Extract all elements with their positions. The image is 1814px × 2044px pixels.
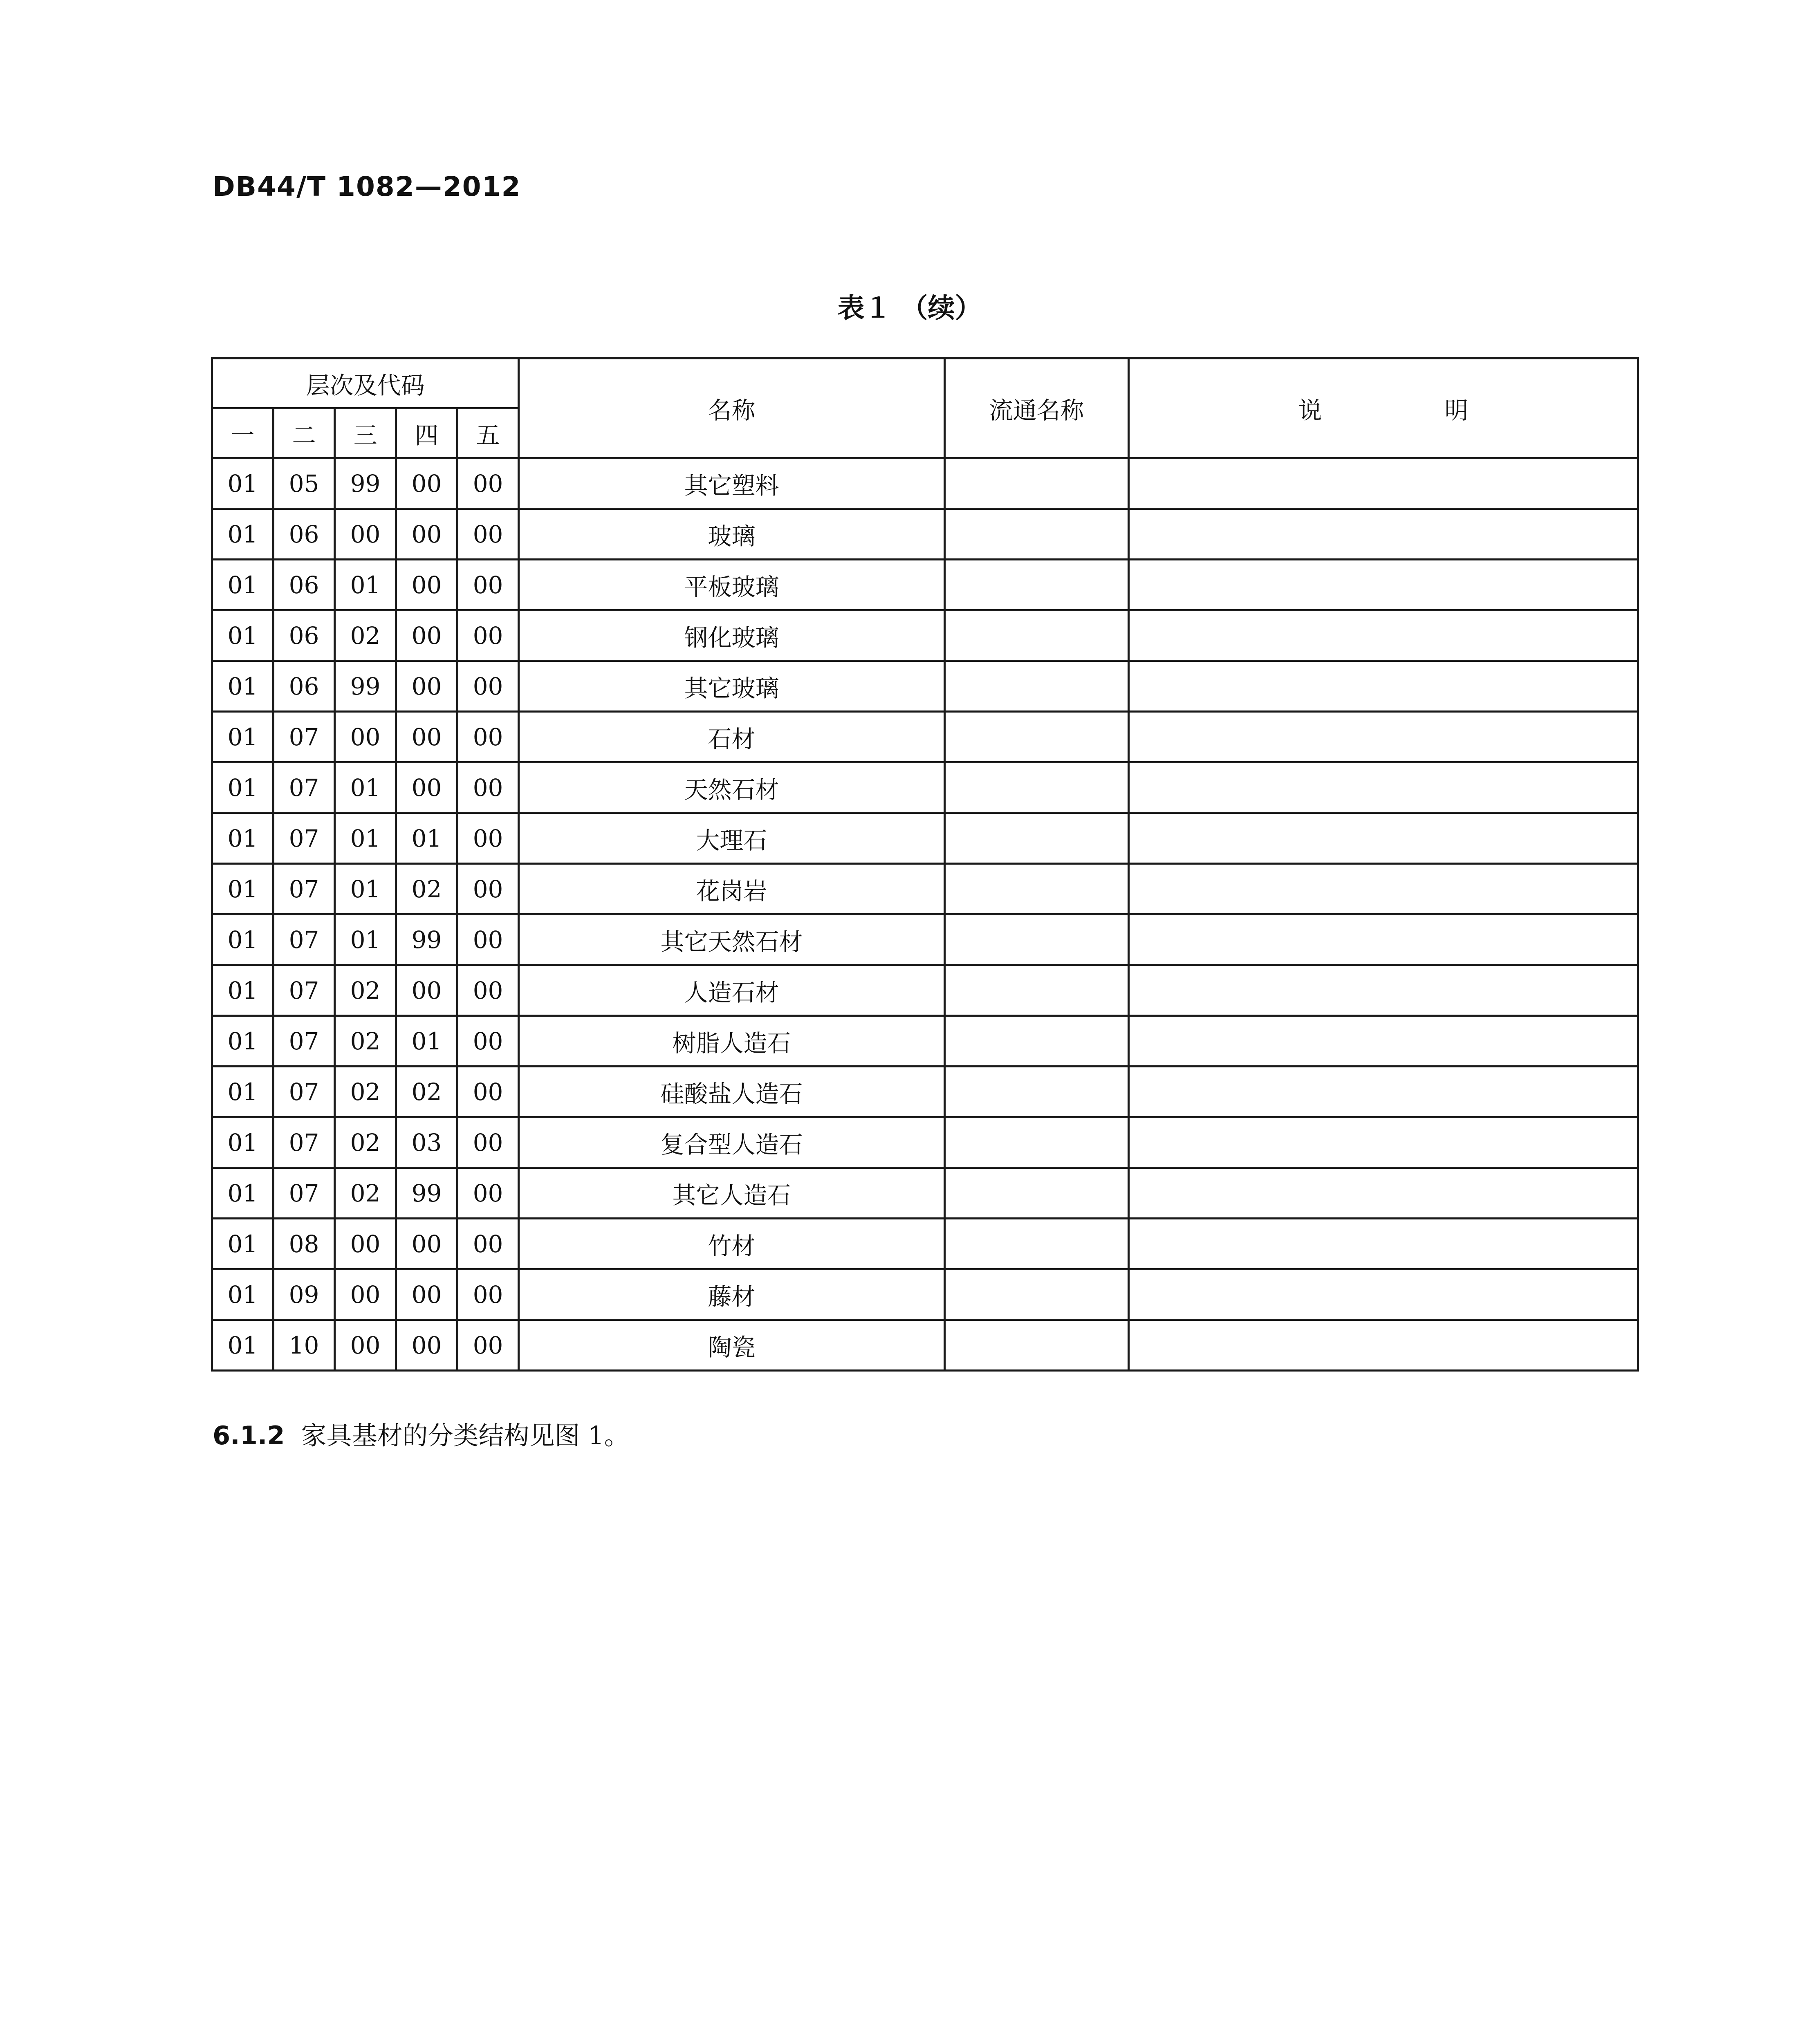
level-code-cell: 00: [457, 509, 519, 560]
level-code-cell: 06: [274, 560, 335, 610]
note-header-right: 明: [1444, 396, 1469, 424]
note-cell: [1129, 1168, 1638, 1219]
level-code-cell: 00: [396, 1219, 457, 1269]
level-code-cell: 01: [212, 762, 274, 813]
table-row: [212, 813, 1638, 864]
level-label: 三: [335, 408, 396, 458]
level-code-cell: 01: [212, 1067, 274, 1117]
level-code-cell: 01: [335, 762, 396, 813]
name-cell: 其它人造石: [519, 1168, 945, 1219]
level-code-cell: 01: [212, 813, 274, 864]
name-cell: 大理石: [519, 813, 945, 864]
note-cell: [1129, 1269, 1638, 1320]
name-cell: 玻璃: [519, 509, 945, 560]
note-cell: [1129, 914, 1638, 965]
table-row: [212, 965, 1638, 1016]
trade-name-cell: [945, 712, 1129, 762]
trade-name-cell: [945, 813, 1129, 864]
level-code-cell: 00: [457, 1219, 519, 1269]
level-code-cell: 00: [396, 965, 457, 1016]
level-code-cell: 07: [274, 762, 335, 813]
name-cell: 竹材: [519, 1219, 945, 1269]
level-code-cell: 00: [335, 509, 396, 560]
note-cell: [1129, 864, 1638, 914]
level-code-cell: 00: [457, 458, 519, 509]
trade-name-cell: [945, 458, 1129, 509]
table-row: [212, 560, 1638, 610]
trade-name-cell: [945, 1016, 1129, 1067]
level-code-cell: 01: [212, 1320, 274, 1371]
level-code-cell: 00: [457, 712, 519, 762]
level-label: 四: [396, 408, 457, 458]
level-code-cell: 00: [457, 1320, 519, 1371]
level-code-cell: 07: [274, 914, 335, 965]
level-code-cell: 00: [396, 509, 457, 560]
table-row: [212, 864, 1638, 914]
level-code-cell: 01: [335, 914, 396, 965]
note-cell: [1129, 965, 1638, 1016]
level-code-cell: 00: [457, 1269, 519, 1320]
name-cell: 天然石材: [519, 762, 945, 813]
trade-name-cell: [945, 864, 1129, 914]
level-code-cell: 02: [335, 1117, 396, 1168]
level-code-cell: 99: [335, 661, 396, 712]
clause-text: 家具基材的分类结构见图 1。: [301, 1421, 630, 1450]
name-cell: 钢化玻璃: [519, 610, 945, 661]
level-code-cell: 01: [212, 712, 274, 762]
level-code-cell: 01: [396, 813, 457, 864]
level-code-cell: 01: [335, 864, 396, 914]
table-title: 表１ （续）: [837, 292, 982, 324]
note-cell: [1129, 509, 1638, 560]
level-code-cell: 10: [274, 1320, 335, 1371]
level-code-cell: 02: [335, 1016, 396, 1067]
table-row: [212, 762, 1638, 813]
trade-name-cell: [945, 560, 1129, 610]
trade-name-cell: [945, 1320, 1129, 1371]
level-code-cell: 01: [396, 1016, 457, 1067]
level-code-cell: 00: [396, 560, 457, 610]
table-row: [212, 661, 1638, 712]
trade-name-cell: [945, 914, 1129, 965]
note-cell: [1129, 712, 1638, 762]
level-code-cell: 01: [212, 560, 274, 610]
level-code-cell: 03: [396, 1117, 457, 1168]
name-cell: 藤材: [519, 1269, 945, 1320]
level-code-cell: 01: [212, 965, 274, 1016]
name-cell: 树脂人造石: [519, 1016, 945, 1067]
level-code-cell: 08: [274, 1219, 335, 1269]
note-cell: [1129, 610, 1638, 661]
trade-name-cell: [945, 1168, 1129, 1219]
note-cell: [1129, 1067, 1638, 1117]
level-code-cell: 02: [396, 864, 457, 914]
classification-table: [211, 357, 1639, 1372]
note-header: [1129, 359, 1638, 458]
level-label: 二: [274, 408, 335, 458]
table-row: [212, 610, 1638, 661]
level-code-cell: 00: [335, 1219, 396, 1269]
level-code-cell: 00: [335, 1320, 396, 1371]
standard-code: DB44/T 1082—2012: [213, 171, 521, 202]
table-row: [212, 1016, 1638, 1067]
level-code-cell: 00: [396, 458, 457, 509]
level-code-cell: 01: [212, 1269, 274, 1320]
level-code-cell: 06: [274, 610, 335, 661]
table-row: [212, 1320, 1638, 1371]
level-code-cell: 01: [212, 661, 274, 712]
level-code-cell: 00: [457, 1168, 519, 1219]
level-code-cell: 00: [457, 661, 519, 712]
trade-name-cell: [945, 509, 1129, 560]
table-row: [212, 1117, 1638, 1168]
level-code-cell: 00: [457, 914, 519, 965]
level-code-cell: 01: [335, 813, 396, 864]
level-code-cell: 99: [396, 914, 457, 965]
name-cell: 石材: [519, 712, 945, 762]
name-cell: 陶瓷: [519, 1320, 945, 1371]
level-code-cell: 01: [335, 560, 396, 610]
level-code-cell: 00: [396, 712, 457, 762]
level-code-cell: 00: [457, 610, 519, 661]
level-code-cell: 07: [274, 1168, 335, 1219]
level-code-cell: 00: [457, 1016, 519, 1067]
level-code-cell: 01: [212, 864, 274, 914]
level-code-cell: 00: [396, 1320, 457, 1371]
name-cell: 其它玻璃: [519, 661, 945, 712]
level-code-cell: 99: [396, 1168, 457, 1219]
level-code-cell: 01: [212, 1117, 274, 1168]
level-code-cell: 00: [335, 1269, 396, 1320]
level-code-cell: 01: [212, 458, 274, 509]
level-code-cell: 00: [335, 712, 396, 762]
trade-name-cell: [945, 1067, 1129, 1117]
level-label: 一: [212, 408, 274, 458]
note-cell: [1129, 560, 1638, 610]
note-header-left: 说: [1298, 396, 1322, 424]
level-code-cell: 01: [212, 610, 274, 661]
table-body: [212, 458, 1638, 1371]
level-code-header: 层次及代码: [212, 359, 519, 408]
level-code-cell: 06: [274, 661, 335, 712]
table-row: [212, 1269, 1638, 1320]
note-cell: [1129, 661, 1638, 712]
level-code-cell: 07: [274, 965, 335, 1016]
clause-6-1-2: [213, 1415, 630, 1452]
level-code-cell: 00: [396, 762, 457, 813]
table-row: [212, 1219, 1638, 1269]
level-code-cell: 00: [396, 610, 457, 661]
level-code-cell: 07: [274, 712, 335, 762]
level-code-cell: 01: [212, 1219, 274, 1269]
note-cell: [1129, 1117, 1638, 1168]
name-cell: 其它天然石材: [519, 914, 945, 965]
header-row: [212, 359, 1638, 408]
level-code-cell: 00: [457, 813, 519, 864]
table-row: [212, 712, 1638, 762]
level-code-cell: 07: [274, 1117, 335, 1168]
table-row: [212, 458, 1638, 509]
name-header: 名称: [519, 359, 945, 458]
trade-name-cell: [945, 1117, 1129, 1168]
trade-name-cell: [945, 661, 1129, 712]
level-code-cell: 01: [212, 914, 274, 965]
table-row: [212, 1067, 1638, 1117]
trade-name-header: 流通名称: [945, 359, 1129, 458]
level-code-cell: 00: [457, 1117, 519, 1168]
name-cell: 人造石材: [519, 965, 945, 1016]
name-cell: 平板玻璃: [519, 560, 945, 610]
level-code-cell: 00: [457, 1067, 519, 1117]
table-row: [212, 1168, 1638, 1219]
level-code-cell: 01: [212, 1168, 274, 1219]
level-code-cell: 99: [335, 458, 396, 509]
level-code-cell: 01: [212, 1016, 274, 1067]
level-code-cell: 02: [335, 610, 396, 661]
level-code-cell: 00: [396, 1269, 457, 1320]
trade-name-cell: [945, 965, 1129, 1016]
level-code-cell: 09: [274, 1269, 335, 1320]
level-code-cell: 06: [274, 509, 335, 560]
trade-name-cell: [945, 1219, 1129, 1269]
level-code-cell: 05: [274, 458, 335, 509]
level-label: 五: [457, 408, 519, 458]
note-cell: [1129, 1320, 1638, 1371]
note-cell: [1129, 1219, 1638, 1269]
note-cell: [1129, 762, 1638, 813]
note-cell: [1129, 813, 1638, 864]
name-cell: 其它塑料: [519, 458, 945, 509]
level-code-cell: 07: [274, 1016, 335, 1067]
trade-name-cell: [945, 610, 1129, 661]
level-code-cell: 00: [457, 864, 519, 914]
level-code-cell: 02: [335, 1168, 396, 1219]
level-code-cell: 02: [396, 1067, 457, 1117]
level-code-cell: 07: [274, 813, 335, 864]
table-row: [212, 914, 1638, 965]
level-code-cell: 00: [396, 661, 457, 712]
level-code-cell: 00: [457, 560, 519, 610]
level-code-cell: 02: [335, 965, 396, 1016]
name-cell: 复合型人造石: [519, 1117, 945, 1168]
table-row: [212, 509, 1638, 560]
name-cell: 硅酸盐人造石: [519, 1067, 945, 1117]
level-code-cell: 07: [274, 1067, 335, 1117]
clause-number: 6.1.2: [213, 1421, 285, 1450]
note-cell: [1129, 458, 1638, 509]
level-code-cell: 07: [274, 864, 335, 914]
note-cell: [1129, 1016, 1638, 1067]
level-code-cell: 01: [212, 509, 274, 560]
trade-name-cell: [945, 762, 1129, 813]
trade-name-cell: [945, 1269, 1129, 1320]
level-code-cell: 02: [335, 1067, 396, 1117]
level-code-cell: 00: [457, 762, 519, 813]
level-code-cell: 00: [457, 965, 519, 1016]
name-cell: 花岗岩: [519, 864, 945, 914]
